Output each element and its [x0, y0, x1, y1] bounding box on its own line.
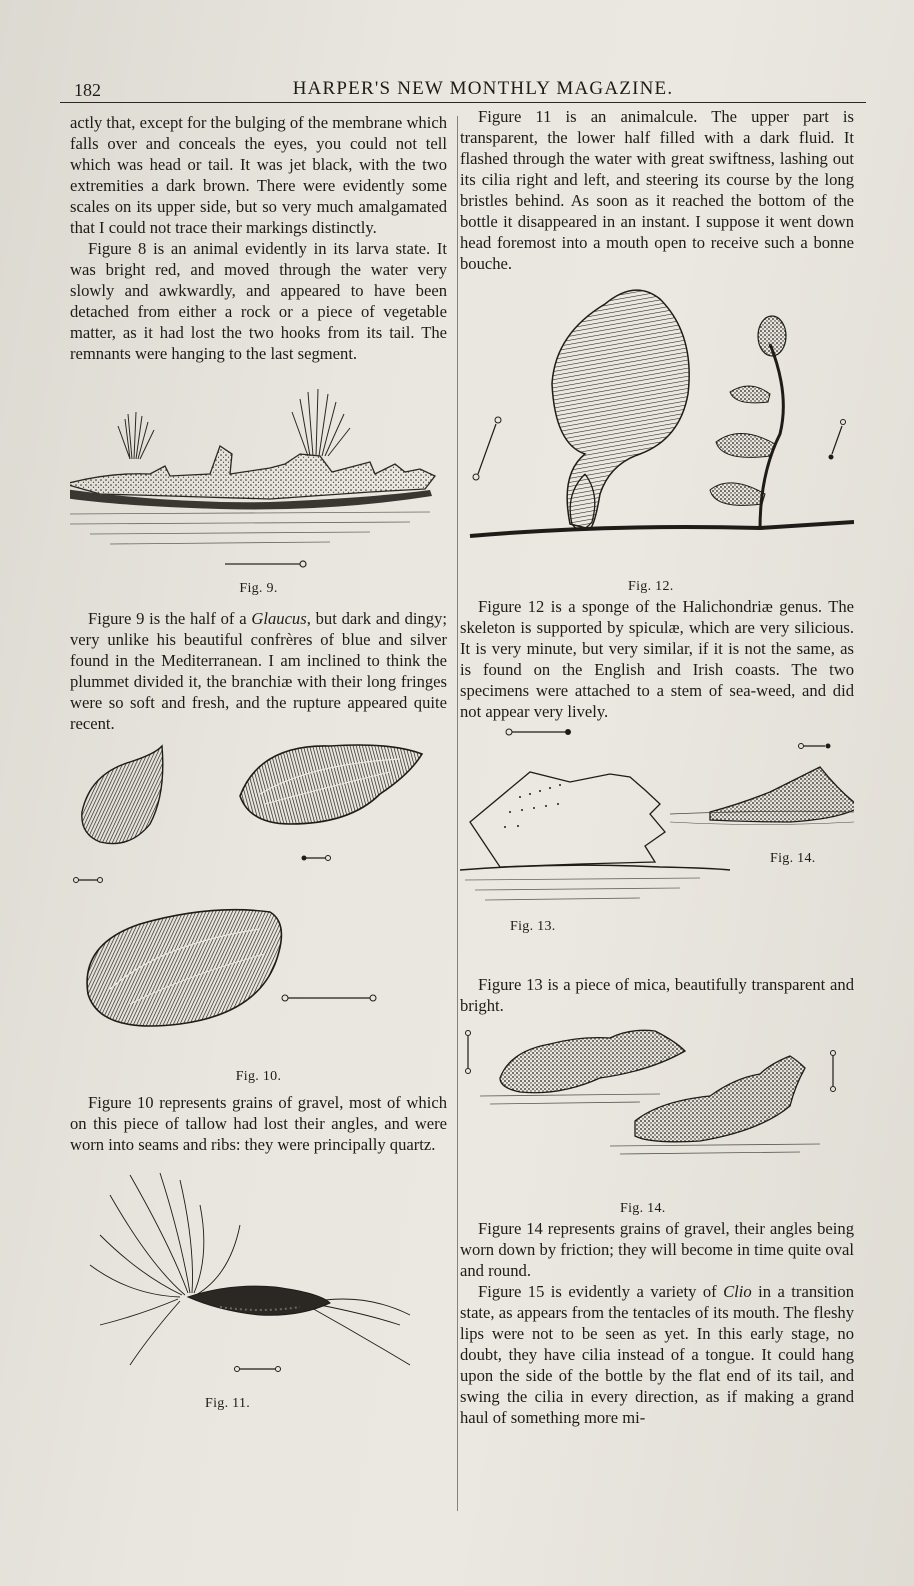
left-paragraph-4: Figure 10 represents grains of gravel, most of which on this piece of tallow had lost their angles, and were worn into seams and ribs: they were principally quartz. — [70, 1093, 447, 1154]
left-paragraph-3: Figure 9 is the half of a Glaucus, but dark and dingy; very unlike his beautiful confrères of blue and silver found in the Mediterranean. I am inclined to think the plummet divided it, the branchiæ with their long fringes were so soft and fresh, and the rupture appeared quite recent. — [70, 609, 447, 733]
fig10-caption: Fig. 10. — [235, 1069, 282, 1084]
left-paragraph-1: actly that, except for the bulging of the membrane which falls over and conceals the eyes, you could not tell which was head or tail. It was jet black, with the two extremities a dark brown. There were evidently some scales on its upper side, but so very much amalgamated that I could not trace their markings distinctly. — [70, 113, 447, 237]
right-paragraph-4: Figure 14 represents grains of gravel, their angles being worn down by friction; they will become in time quite oval and round. — [460, 1219, 854, 1280]
figure-14 — [460, 1016, 854, 1218]
fig14-caption-bottom: Fig. 14. — [620, 1201, 666, 1216]
fig13-caption: Fig. 13. — [510, 919, 556, 934]
fig12-caption: Fig. 12. — [628, 579, 674, 594]
left-column — [70, 112, 447, 1415]
animalcule-illustration — [70, 1155, 447, 1391]
sponge-illustration — [460, 274, 854, 574]
left-paragraph-2: Figure 8 is an animal evidently in its larva state. It was bright red, and moved through the water very slowly and awkwardly, and appeared to have been detached from either a rock or a piece of vegetable matter, as it had lost the two hooks from its tail. The remnants were hanging to the last segment. — [70, 239, 447, 363]
column-divider — [457, 116, 458, 1511]
running-title: HARPER'S NEW MONTHLY MAGAZINE. — [292, 78, 674, 99]
right-column — [460, 106, 854, 1428]
page-number: 182 — [74, 80, 101, 100]
gravel-grains-illustration — [70, 734, 447, 1064]
right-paragraph-5: Figure 15 is evidently a variety of Clio in a transition state, as appears from the tentacles of its mouth. The fleshy lips were not to be seen as yet. In this early stage, no doubt, they have cilia instead of a tongue. It could hang upon the side of the bottle by the flat end of its tail, and swing the cilia in every direction, as if making a grand haul of something more mi- — [460, 1282, 854, 1427]
figure-12 — [460, 274, 854, 596]
figure-13-14 — [460, 722, 854, 974]
glaucus-italic: Glaucus — [251, 609, 307, 628]
figure-9 — [70, 364, 447, 596]
glaucus-illustration — [70, 364, 447, 576]
fig14-caption-top: Fig. 14. — [770, 851, 816, 866]
fig9-caption: Fig. 9. — [239, 581, 278, 596]
page-header — [60, 76, 866, 103]
right-paragraph-2: Figure 12 is a sponge of the Halichondriæ genus. The skeleton is supported by spiculæ, which are very silicious. It is very minute, but very similar, if it is not the same, as is found on the English and Irish coasts. The two specimens were attached to a stem of sea-weed, and did not appear very lively. — [460, 597, 854, 721]
fig11-caption: Fig. 11. — [205, 1396, 251, 1411]
right-paragraph-3: Figure 13 is a piece of mica, beautifully transparent and bright. — [460, 975, 854, 1015]
right-paragraph-1: Figure 11 is an animalcule. The upper part is transparent, the lower half filled with a dark fluid. It flashed through the water with great swiftness, lashing out its cilia right and left, and steering its course by the long bristles behind. As soon as it reached the bottom of the bottle it disappeared in an instant. I suppose it went down head foremost into a mouth open to receive such a bonne bouche. — [460, 107, 854, 273]
figure-11 — [70, 1155, 447, 1415]
figure-10 — [70, 734, 447, 1086]
gravel-illustration — [460, 1016, 854, 1196]
clio-italic: Clio — [723, 1282, 752, 1301]
